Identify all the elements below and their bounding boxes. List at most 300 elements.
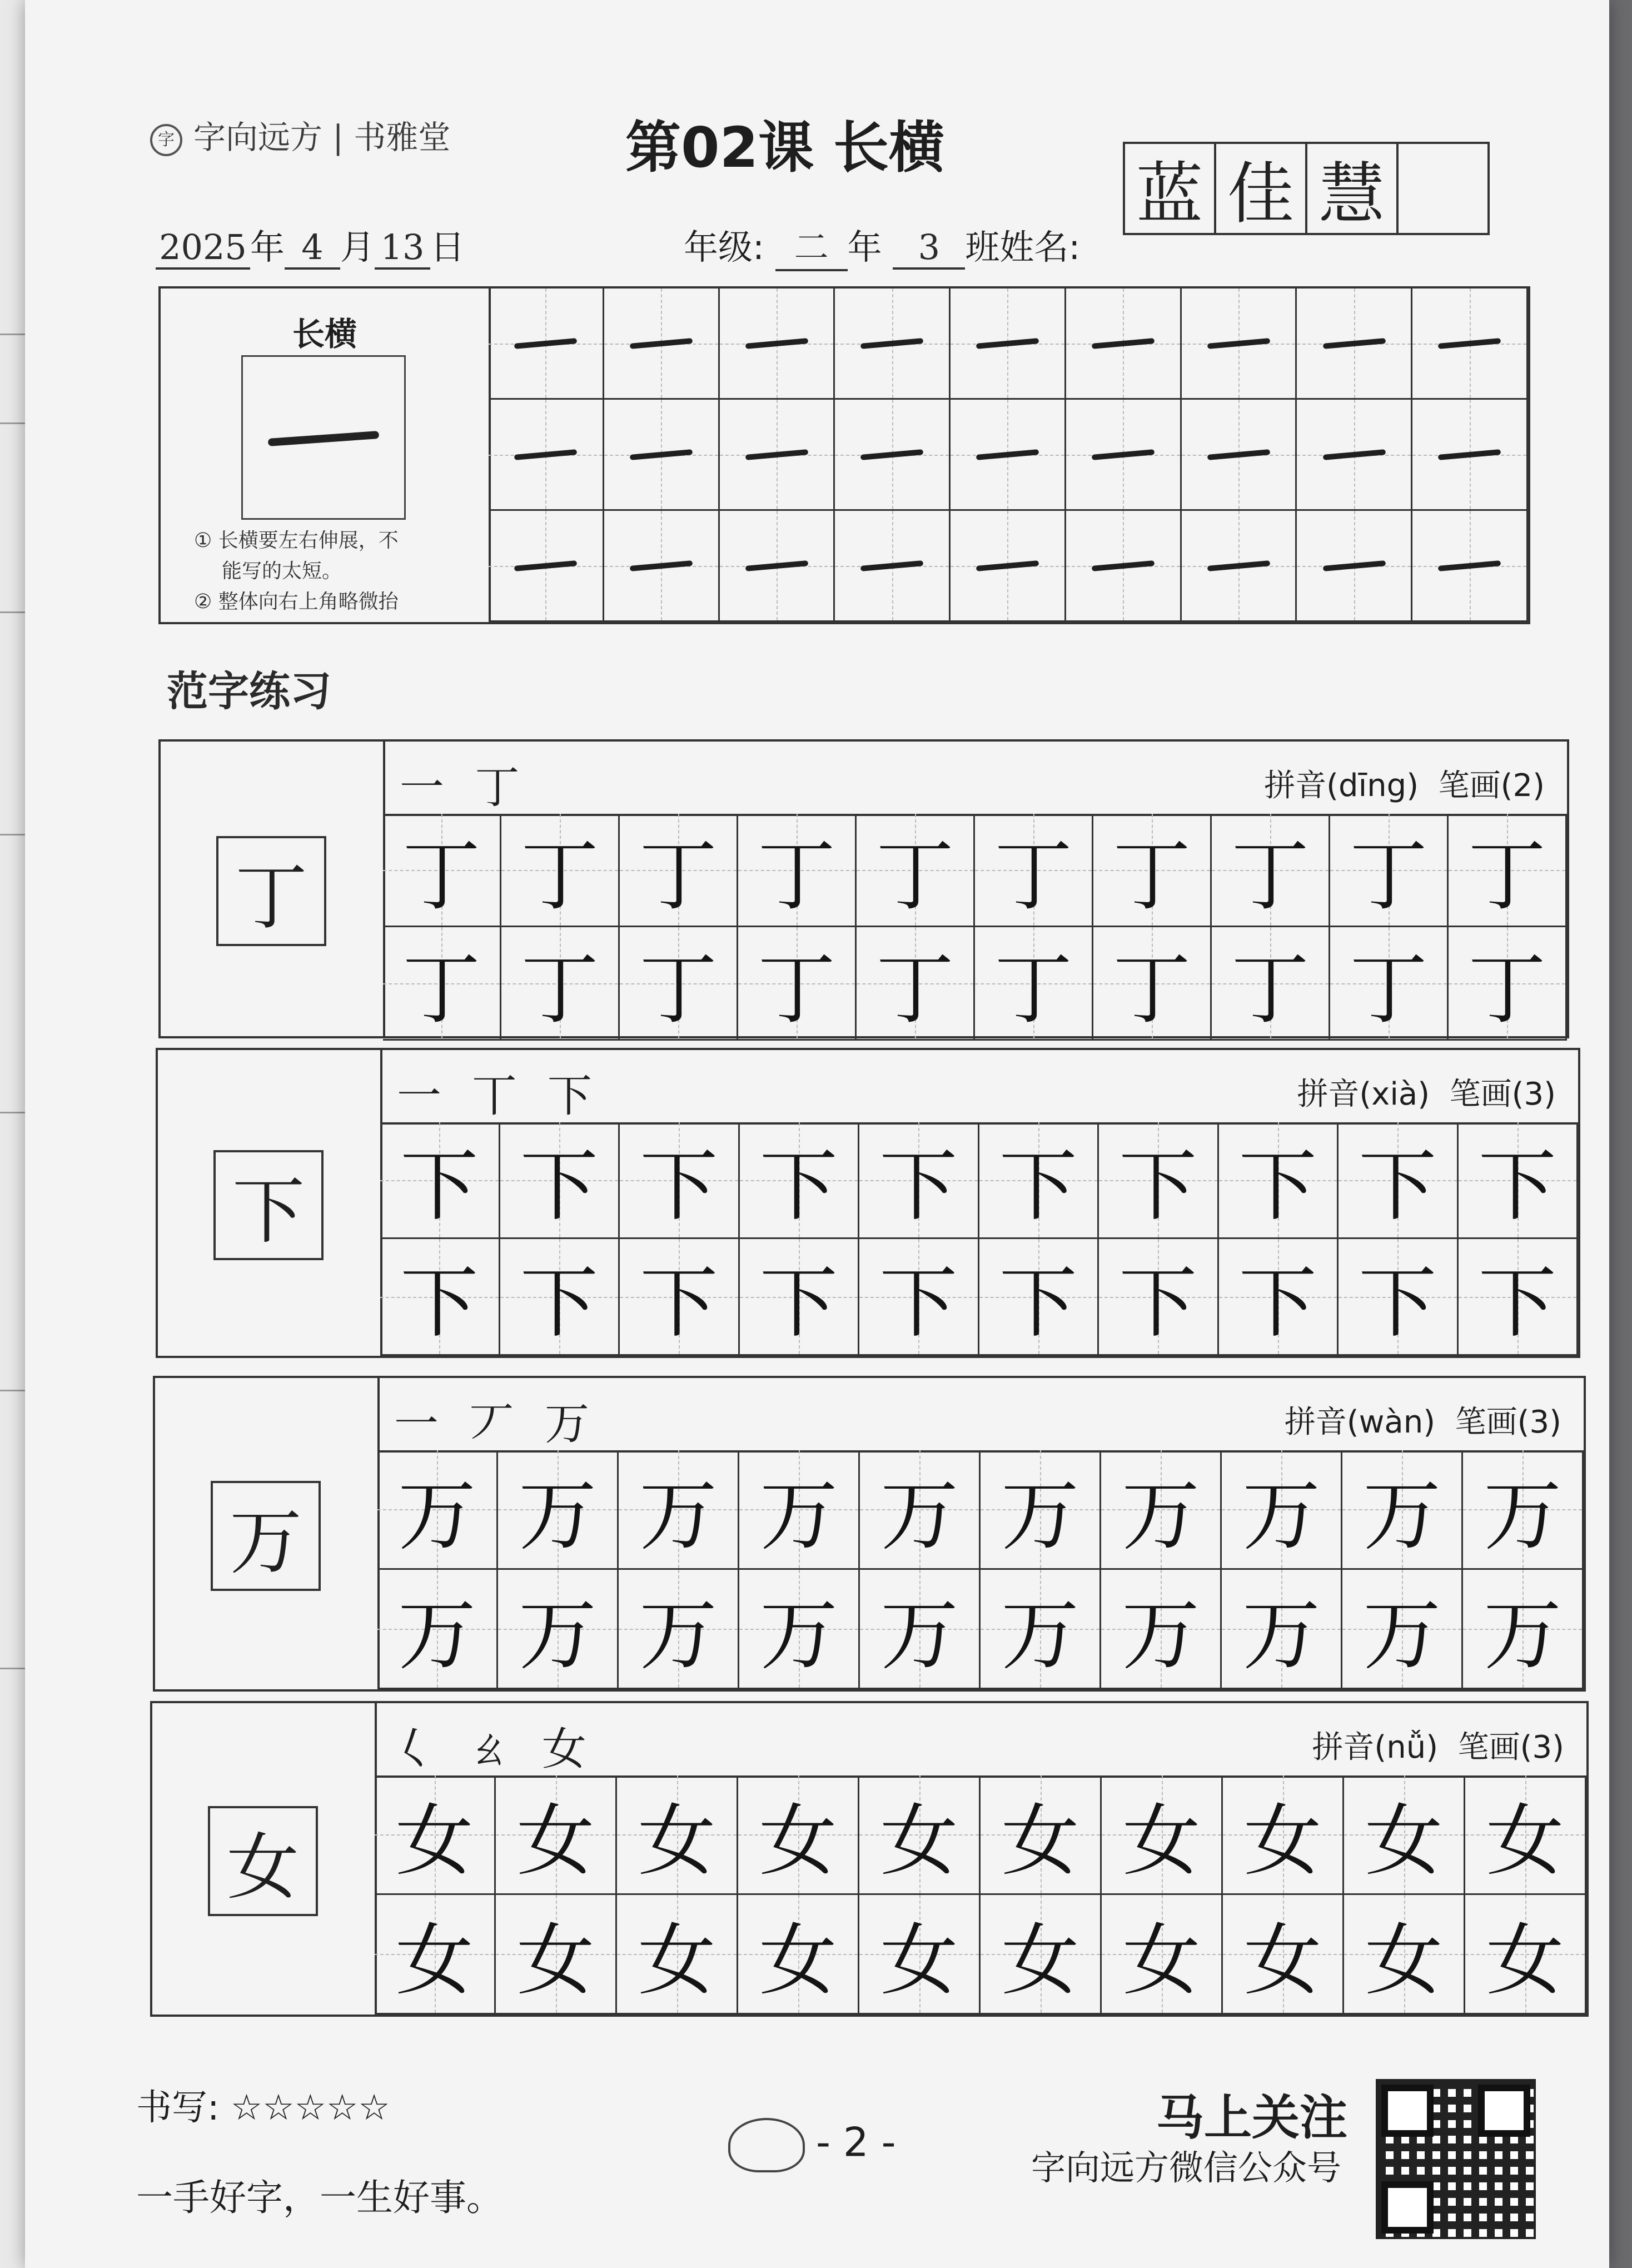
qr-code-icon xyxy=(1376,2079,1536,2239)
practice-character: 万 xyxy=(1001,1590,1079,1681)
horizontal-stroke-mark xyxy=(1092,338,1155,349)
practice-cell xyxy=(383,927,501,1041)
stroke-cell xyxy=(1412,289,1528,400)
date-field xyxy=(156,220,465,270)
stroke-cell xyxy=(1066,400,1182,511)
name-char xyxy=(1399,144,1487,233)
character-header xyxy=(383,742,1567,816)
horizontal-stroke-mark xyxy=(514,560,577,571)
horizontal-stroke-mark xyxy=(745,449,808,460)
stroke-order: 一 丆 万 xyxy=(394,1398,598,1450)
practice-character: 丁 xyxy=(520,944,599,1035)
practice-character: 丁 xyxy=(1349,831,1427,922)
practice-cell xyxy=(738,814,857,927)
month-unit: 月 xyxy=(340,227,375,267)
practice-cell xyxy=(1342,1450,1463,1570)
practice-character: 下 xyxy=(999,1258,1077,1349)
follow-heading: 马上关注 xyxy=(1156,2090,1347,2146)
practice-character: 下 xyxy=(759,1258,838,1349)
pinyin-label: 拼音 xyxy=(1297,1076,1360,1112)
rabbit-icon xyxy=(728,2118,805,2172)
horizontal-stroke-mark xyxy=(514,449,577,460)
stroke-cell xyxy=(1182,511,1297,622)
practice-cell xyxy=(981,1775,1102,1895)
stroke-cell xyxy=(489,289,604,400)
stroke-cell xyxy=(1066,289,1182,400)
practice-character: 女 xyxy=(1486,1915,1564,2006)
character-header xyxy=(375,1703,1586,1778)
grade-label: 年级: xyxy=(684,227,764,267)
practice-cell xyxy=(1344,1895,1465,2015)
practice-cell xyxy=(1222,1570,1342,1689)
practice-cell xyxy=(739,1570,860,1689)
practice-cell xyxy=(1465,1895,1586,2015)
practice-cell xyxy=(1339,1122,1459,1239)
practice-character: 女 xyxy=(516,1796,595,1887)
model-character: 女 xyxy=(208,1806,318,1916)
practice-cell xyxy=(1219,1239,1339,1356)
practice-cell xyxy=(1101,1570,1222,1689)
model-character: 万 xyxy=(211,1481,321,1591)
strokes-label: 笔画 xyxy=(1449,1076,1512,1112)
stroke-count: 2 xyxy=(1512,768,1533,804)
practice-character: 万 xyxy=(1362,1590,1441,1681)
practice-character: 下 xyxy=(1238,1141,1317,1232)
horizontal-stroke-mark xyxy=(1438,338,1501,349)
stroke-practice-block xyxy=(158,286,1530,624)
stroke-cell xyxy=(604,511,720,622)
practice-cell xyxy=(1459,1239,1579,1356)
practice-character: 下 xyxy=(759,1141,838,1232)
stroke-cell xyxy=(720,400,835,511)
practice-character: 万 xyxy=(1242,1470,1320,1561)
stroke-tip: ② 整体向右上角略微抬 xyxy=(194,590,399,613)
horizontal-stroke-mark xyxy=(1207,338,1270,349)
practice-cell xyxy=(1212,814,1330,927)
practice-cell xyxy=(1449,927,1567,1041)
horizontal-stroke-mark xyxy=(1207,449,1270,460)
practice-character: 女 xyxy=(638,1796,716,1887)
practice-cell xyxy=(377,1450,498,1570)
grade-unit: 年 xyxy=(847,227,882,267)
character-info: 拼音(dīng) 笔画(2) xyxy=(1264,768,1545,804)
horizontal-stroke-mark xyxy=(1438,449,1501,460)
practice-character: 丁 xyxy=(1112,831,1191,922)
practice-cell xyxy=(1101,1450,1222,1570)
practice-cell xyxy=(377,1570,498,1689)
practice-character: 丁 xyxy=(757,831,835,922)
stroke-count: 3 xyxy=(1532,1729,1553,1765)
brand-text: 字向远方 | 书雅堂 xyxy=(193,118,451,156)
practice-character: 下 xyxy=(520,1141,598,1232)
practice-character: 女 xyxy=(638,1915,716,2006)
practice-character: 下 xyxy=(879,1141,958,1232)
practice-character: 万 xyxy=(1362,1470,1441,1561)
practice-character: 万 xyxy=(639,1470,717,1561)
practice-cell xyxy=(860,1450,981,1570)
practice-character: 下 xyxy=(1238,1258,1317,1349)
practice-character: 万 xyxy=(759,1590,838,1681)
pinyin: xià xyxy=(1371,1076,1418,1112)
strokes-label: 笔画 xyxy=(1438,768,1501,804)
practice-cell xyxy=(739,1450,860,1570)
practice-character: 女 xyxy=(1122,1796,1201,1887)
worksheet xyxy=(25,0,1609,2268)
practice-cell xyxy=(859,1775,981,1895)
practice-cell xyxy=(738,1775,859,1895)
practice-grid xyxy=(375,1775,1586,2015)
practice-character: 女 xyxy=(395,1796,474,1887)
character-practice-block xyxy=(158,739,1569,1038)
practice-cell xyxy=(1099,1239,1219,1356)
horizontal-stroke-mark xyxy=(976,449,1039,460)
practice-cell xyxy=(1330,927,1449,1041)
practice-character: 女 xyxy=(759,1915,837,2006)
stroke-cell xyxy=(835,400,951,511)
practice-character: 女 xyxy=(1365,1796,1443,1887)
horizontal-stroke-mark xyxy=(630,449,693,460)
practice-cell xyxy=(979,1239,1099,1356)
stroke-cell xyxy=(1297,400,1412,511)
practice-character: 丁 xyxy=(1231,944,1309,1035)
strokes-label: 笔画 xyxy=(1455,1404,1517,1440)
stroke-cell xyxy=(1412,400,1528,511)
stroke-diagram xyxy=(241,355,406,520)
practice-character: 万 xyxy=(1001,1470,1079,1561)
model-column xyxy=(158,1050,382,1356)
practice-cell xyxy=(1093,814,1212,927)
practice-character: 丁 xyxy=(402,831,480,922)
character-info: 拼音(wàn) 笔画(3) xyxy=(1284,1404,1561,1440)
stroke-cell xyxy=(835,511,951,622)
strokes-label: 笔画 xyxy=(1457,1729,1520,1765)
practice-cell xyxy=(500,1239,620,1356)
practice-character: 万 xyxy=(397,1590,476,1681)
rating-label: 书写: xyxy=(136,2087,220,2128)
practice-character: 下 xyxy=(520,1258,598,1349)
horizontal-stroke-mark xyxy=(1092,560,1155,571)
stroke-title: 长横 xyxy=(292,315,357,353)
practice-cell xyxy=(620,1122,740,1239)
practice-cell xyxy=(981,1895,1102,2015)
practice-cell xyxy=(1093,927,1212,1041)
year-unit: 年 xyxy=(250,227,285,267)
practice-character: 女 xyxy=(395,1915,474,2006)
practice-character: 下 xyxy=(1119,1258,1197,1349)
practice-character: 丁 xyxy=(639,831,717,922)
name-label: 姓名: xyxy=(999,227,1081,267)
stroke-cell xyxy=(951,289,1066,400)
pinyin: nǚ xyxy=(1386,1729,1426,1765)
practice-character: 下 xyxy=(1119,1141,1197,1232)
stroke-cell xyxy=(720,289,835,400)
practice-character: 下 xyxy=(879,1258,958,1349)
practice-cell xyxy=(859,1122,979,1239)
stroke-order: 一 丁 xyxy=(400,762,528,813)
practice-cell xyxy=(981,1570,1101,1689)
practice-character: 万 xyxy=(518,1590,596,1681)
practice-cell xyxy=(1459,1122,1579,1239)
practice-character: 丁 xyxy=(875,944,954,1035)
practice-character: 下 xyxy=(640,1258,718,1349)
horizontal-stroke-mark xyxy=(630,338,693,349)
practice-cell xyxy=(1330,814,1449,927)
practice-character: 下 xyxy=(400,1258,479,1349)
practice-cell xyxy=(1339,1239,1459,1356)
horizontal-stroke-mark xyxy=(1322,338,1385,349)
practice-cell xyxy=(496,1775,617,1895)
stroke-order: 𡿨 ㄠ 女 xyxy=(391,1723,595,1775)
stroke-cell xyxy=(951,511,1066,622)
practice-cell xyxy=(620,927,738,1041)
stroke-cell xyxy=(1066,511,1182,622)
practice-cell xyxy=(1222,1450,1342,1570)
practice-cell xyxy=(975,927,1093,1041)
practice-character: 下 xyxy=(400,1141,479,1232)
pinyin: wàn xyxy=(1359,1404,1424,1440)
practice-character: 下 xyxy=(1478,1258,1556,1349)
practice-character: 万 xyxy=(639,1590,717,1681)
practice-cell xyxy=(619,1450,739,1570)
stroke-cell xyxy=(1182,289,1297,400)
stroke-grid xyxy=(489,289,1528,622)
practice-cell xyxy=(1344,1775,1465,1895)
practice-cell xyxy=(617,1775,738,1895)
practice-cell xyxy=(500,1122,620,1239)
name-char: 佳 xyxy=(1216,144,1307,233)
stroke-cell xyxy=(489,400,604,511)
practice-character: 下 xyxy=(1359,1141,1437,1232)
character-header xyxy=(380,1050,1578,1125)
stroke-cell xyxy=(1297,289,1412,400)
model-column xyxy=(155,1378,380,1689)
practice-cell xyxy=(1219,1122,1339,1239)
practice-character: 丁 xyxy=(1112,944,1191,1035)
practice-cell xyxy=(498,1450,619,1570)
practice-cell xyxy=(1463,1570,1584,1689)
practice-character: 万 xyxy=(1483,1470,1561,1561)
stroke-tip: 能写的太短。 xyxy=(222,560,342,583)
character-header xyxy=(377,1378,1584,1453)
practice-cell xyxy=(620,1239,740,1356)
pinyin-label: 拼音 xyxy=(1312,1729,1375,1765)
model-column xyxy=(161,742,385,1036)
stroke-count: 3 xyxy=(1524,1076,1544,1112)
name-grid xyxy=(1123,142,1490,235)
practice-cell xyxy=(740,1239,860,1356)
practice-cell xyxy=(740,1122,860,1239)
practice-cell xyxy=(1099,1122,1219,1239)
stroke-count: 3 xyxy=(1529,1404,1550,1440)
horizontal-stroke-mark xyxy=(1092,449,1155,460)
practice-cell xyxy=(1449,814,1567,927)
practice-cell xyxy=(380,1122,500,1239)
practice-cell xyxy=(975,814,1093,927)
practice-character: 万 xyxy=(1121,1590,1200,1681)
practice-character: 女 xyxy=(1001,1796,1079,1887)
horizontal-stroke-mark xyxy=(860,560,923,571)
practice-cell xyxy=(380,1239,500,1356)
horizontal-stroke-mark xyxy=(1438,560,1501,571)
rating-stars: ☆☆☆☆☆ xyxy=(230,2087,390,2128)
date-month: 4 xyxy=(285,227,340,270)
practice-cell xyxy=(738,1895,859,2015)
practice-character: 万 xyxy=(1483,1590,1561,1681)
horizontal-stroke-mark xyxy=(976,560,1039,571)
character-practice-block xyxy=(153,1376,1586,1692)
practice-cell xyxy=(498,1570,619,1689)
practice-grid xyxy=(380,1122,1578,1356)
practice-cell xyxy=(375,1895,496,2015)
practice-cell xyxy=(619,1570,739,1689)
practice-cell xyxy=(859,1895,981,2015)
horizontal-stroke-mark xyxy=(745,560,808,571)
model-character: 下 xyxy=(213,1150,324,1260)
brand-logo xyxy=(150,111,450,158)
pinyin-label: 拼音 xyxy=(1284,1404,1347,1440)
stroke-cell xyxy=(1412,511,1528,622)
character-info: 拼音(xià) 笔画(3) xyxy=(1297,1076,1556,1112)
stroke-tip: ① 长横要左右伸展，不 xyxy=(194,529,399,552)
practice-cell xyxy=(383,814,501,927)
day-unit: 日 xyxy=(430,227,465,267)
stroke-cell xyxy=(604,400,720,511)
practice-character: 下 xyxy=(1478,1141,1556,1232)
practice-cell xyxy=(496,1895,617,2015)
practice-character: 女 xyxy=(759,1796,837,1887)
practice-character: 万 xyxy=(1121,1470,1200,1561)
horizontal-stroke-mark xyxy=(860,449,923,460)
practice-character: 万 xyxy=(880,1470,958,1561)
character-info: 拼音(nǚ) 笔画(3) xyxy=(1312,1729,1564,1765)
stroke-order: 一 丅 下 xyxy=(397,1070,600,1122)
practice-cell xyxy=(1223,1775,1344,1895)
horizontal-stroke-mark xyxy=(1207,560,1270,571)
name-char: 蓝 xyxy=(1125,144,1216,233)
practice-cell xyxy=(375,1775,496,1895)
practice-grid xyxy=(383,814,1567,1036)
page-number-text: - 2 - xyxy=(816,2118,896,2166)
page-number xyxy=(728,2118,896,2172)
practice-cell xyxy=(1102,1895,1223,2015)
practice-cell xyxy=(501,927,620,1041)
practice-cell xyxy=(859,1239,979,1356)
practice-character: 丁 xyxy=(520,831,599,922)
practice-cell xyxy=(979,1122,1099,1239)
practice-cell xyxy=(738,927,857,1041)
horizontal-stroke-mark xyxy=(514,338,577,349)
class-field xyxy=(684,220,1080,271)
practice-character: 女 xyxy=(880,1796,958,1887)
model-column xyxy=(152,1703,377,2015)
practice-character: 丁 xyxy=(757,944,835,1035)
motto: 一手好字，一生好事。 xyxy=(136,2176,503,2219)
practice-character: 下 xyxy=(999,1141,1077,1232)
practice-cell xyxy=(1212,927,1330,1041)
practice-character: 女 xyxy=(1486,1796,1564,1887)
horizontal-stroke-mark xyxy=(976,338,1039,349)
practice-cell xyxy=(981,1450,1101,1570)
practice-character: 万 xyxy=(759,1470,838,1561)
horizontal-stroke-mark xyxy=(745,338,808,349)
practice-cell xyxy=(620,814,738,927)
stroke-intro xyxy=(161,289,491,622)
stroke-cell xyxy=(835,289,951,400)
practice-character: 万 xyxy=(518,1470,596,1561)
practice-character: 女 xyxy=(516,1915,595,2006)
practice-character: 丁 xyxy=(1467,831,1546,922)
wechat-caption: 字向远方微信公众号 xyxy=(1031,2147,1342,2188)
horizontal-stroke-mark xyxy=(1322,449,1385,460)
page-title: 第02课 长横 xyxy=(625,115,944,180)
practice-character: 丁 xyxy=(1467,944,1546,1035)
class-value: 3 xyxy=(893,227,965,270)
date-day: 13 xyxy=(375,227,430,270)
practice-character: 丁 xyxy=(994,831,1072,922)
practice-cell xyxy=(1463,1450,1584,1570)
horizontal-stroke-mark xyxy=(1322,560,1385,571)
practice-character: 丁 xyxy=(875,831,954,922)
practice-grid xyxy=(377,1450,1584,1689)
character-practice-block xyxy=(156,1048,1580,1358)
practice-character: 丁 xyxy=(994,944,1072,1035)
stroke-cell xyxy=(489,511,604,622)
practice-character: 女 xyxy=(1243,1796,1322,1887)
date-year: 2025 xyxy=(156,227,250,270)
stroke-cell xyxy=(1182,400,1297,511)
practice-cell xyxy=(857,927,975,1041)
stroke-cell xyxy=(604,289,720,400)
practice-character: 女 xyxy=(1122,1915,1201,2006)
practice-character: 女 xyxy=(1365,1915,1443,2006)
brand-mark-icon: 字 xyxy=(150,124,182,156)
practice-cell xyxy=(1223,1895,1344,2015)
stroke-cell xyxy=(1297,511,1412,622)
name-char: 慧 xyxy=(1307,144,1399,233)
practice-character: 女 xyxy=(1001,1915,1079,2006)
practice-cell xyxy=(857,814,975,927)
practice-character: 万 xyxy=(1242,1590,1320,1681)
practice-character: 万 xyxy=(397,1470,476,1561)
practice-cell xyxy=(860,1570,981,1689)
practice-character: 万 xyxy=(880,1590,958,1681)
pinyin-label: 拼音 xyxy=(1264,768,1327,804)
horizontal-stroke-mark xyxy=(630,560,693,571)
practice-character: 丁 xyxy=(1349,944,1427,1035)
practice-character: 丁 xyxy=(402,944,480,1035)
practice-cell xyxy=(501,814,620,927)
grade-value: 二 xyxy=(775,220,848,271)
practice-cell xyxy=(1342,1570,1463,1689)
practice-character: 女 xyxy=(1243,1915,1322,2006)
class-unit: 班 xyxy=(965,227,1000,267)
model-character: 丁 xyxy=(216,836,326,946)
practice-character: 丁 xyxy=(639,944,717,1035)
practice-character: 下 xyxy=(1359,1258,1437,1349)
practice-character: 女 xyxy=(880,1915,958,2006)
stroke-cell xyxy=(720,511,835,622)
practice-character: 丁 xyxy=(1231,831,1309,922)
pinyin: dīng xyxy=(1339,768,1407,804)
horizontal-stroke-mark xyxy=(860,338,923,349)
practice-character: 下 xyxy=(640,1141,718,1232)
rating xyxy=(136,2079,390,2130)
section-title: 范字练习 xyxy=(167,668,331,715)
character-practice-block xyxy=(150,1701,1589,2017)
practice-cell xyxy=(617,1895,738,2015)
practice-cell xyxy=(1102,1775,1223,1895)
practice-cell xyxy=(1465,1775,1586,1895)
